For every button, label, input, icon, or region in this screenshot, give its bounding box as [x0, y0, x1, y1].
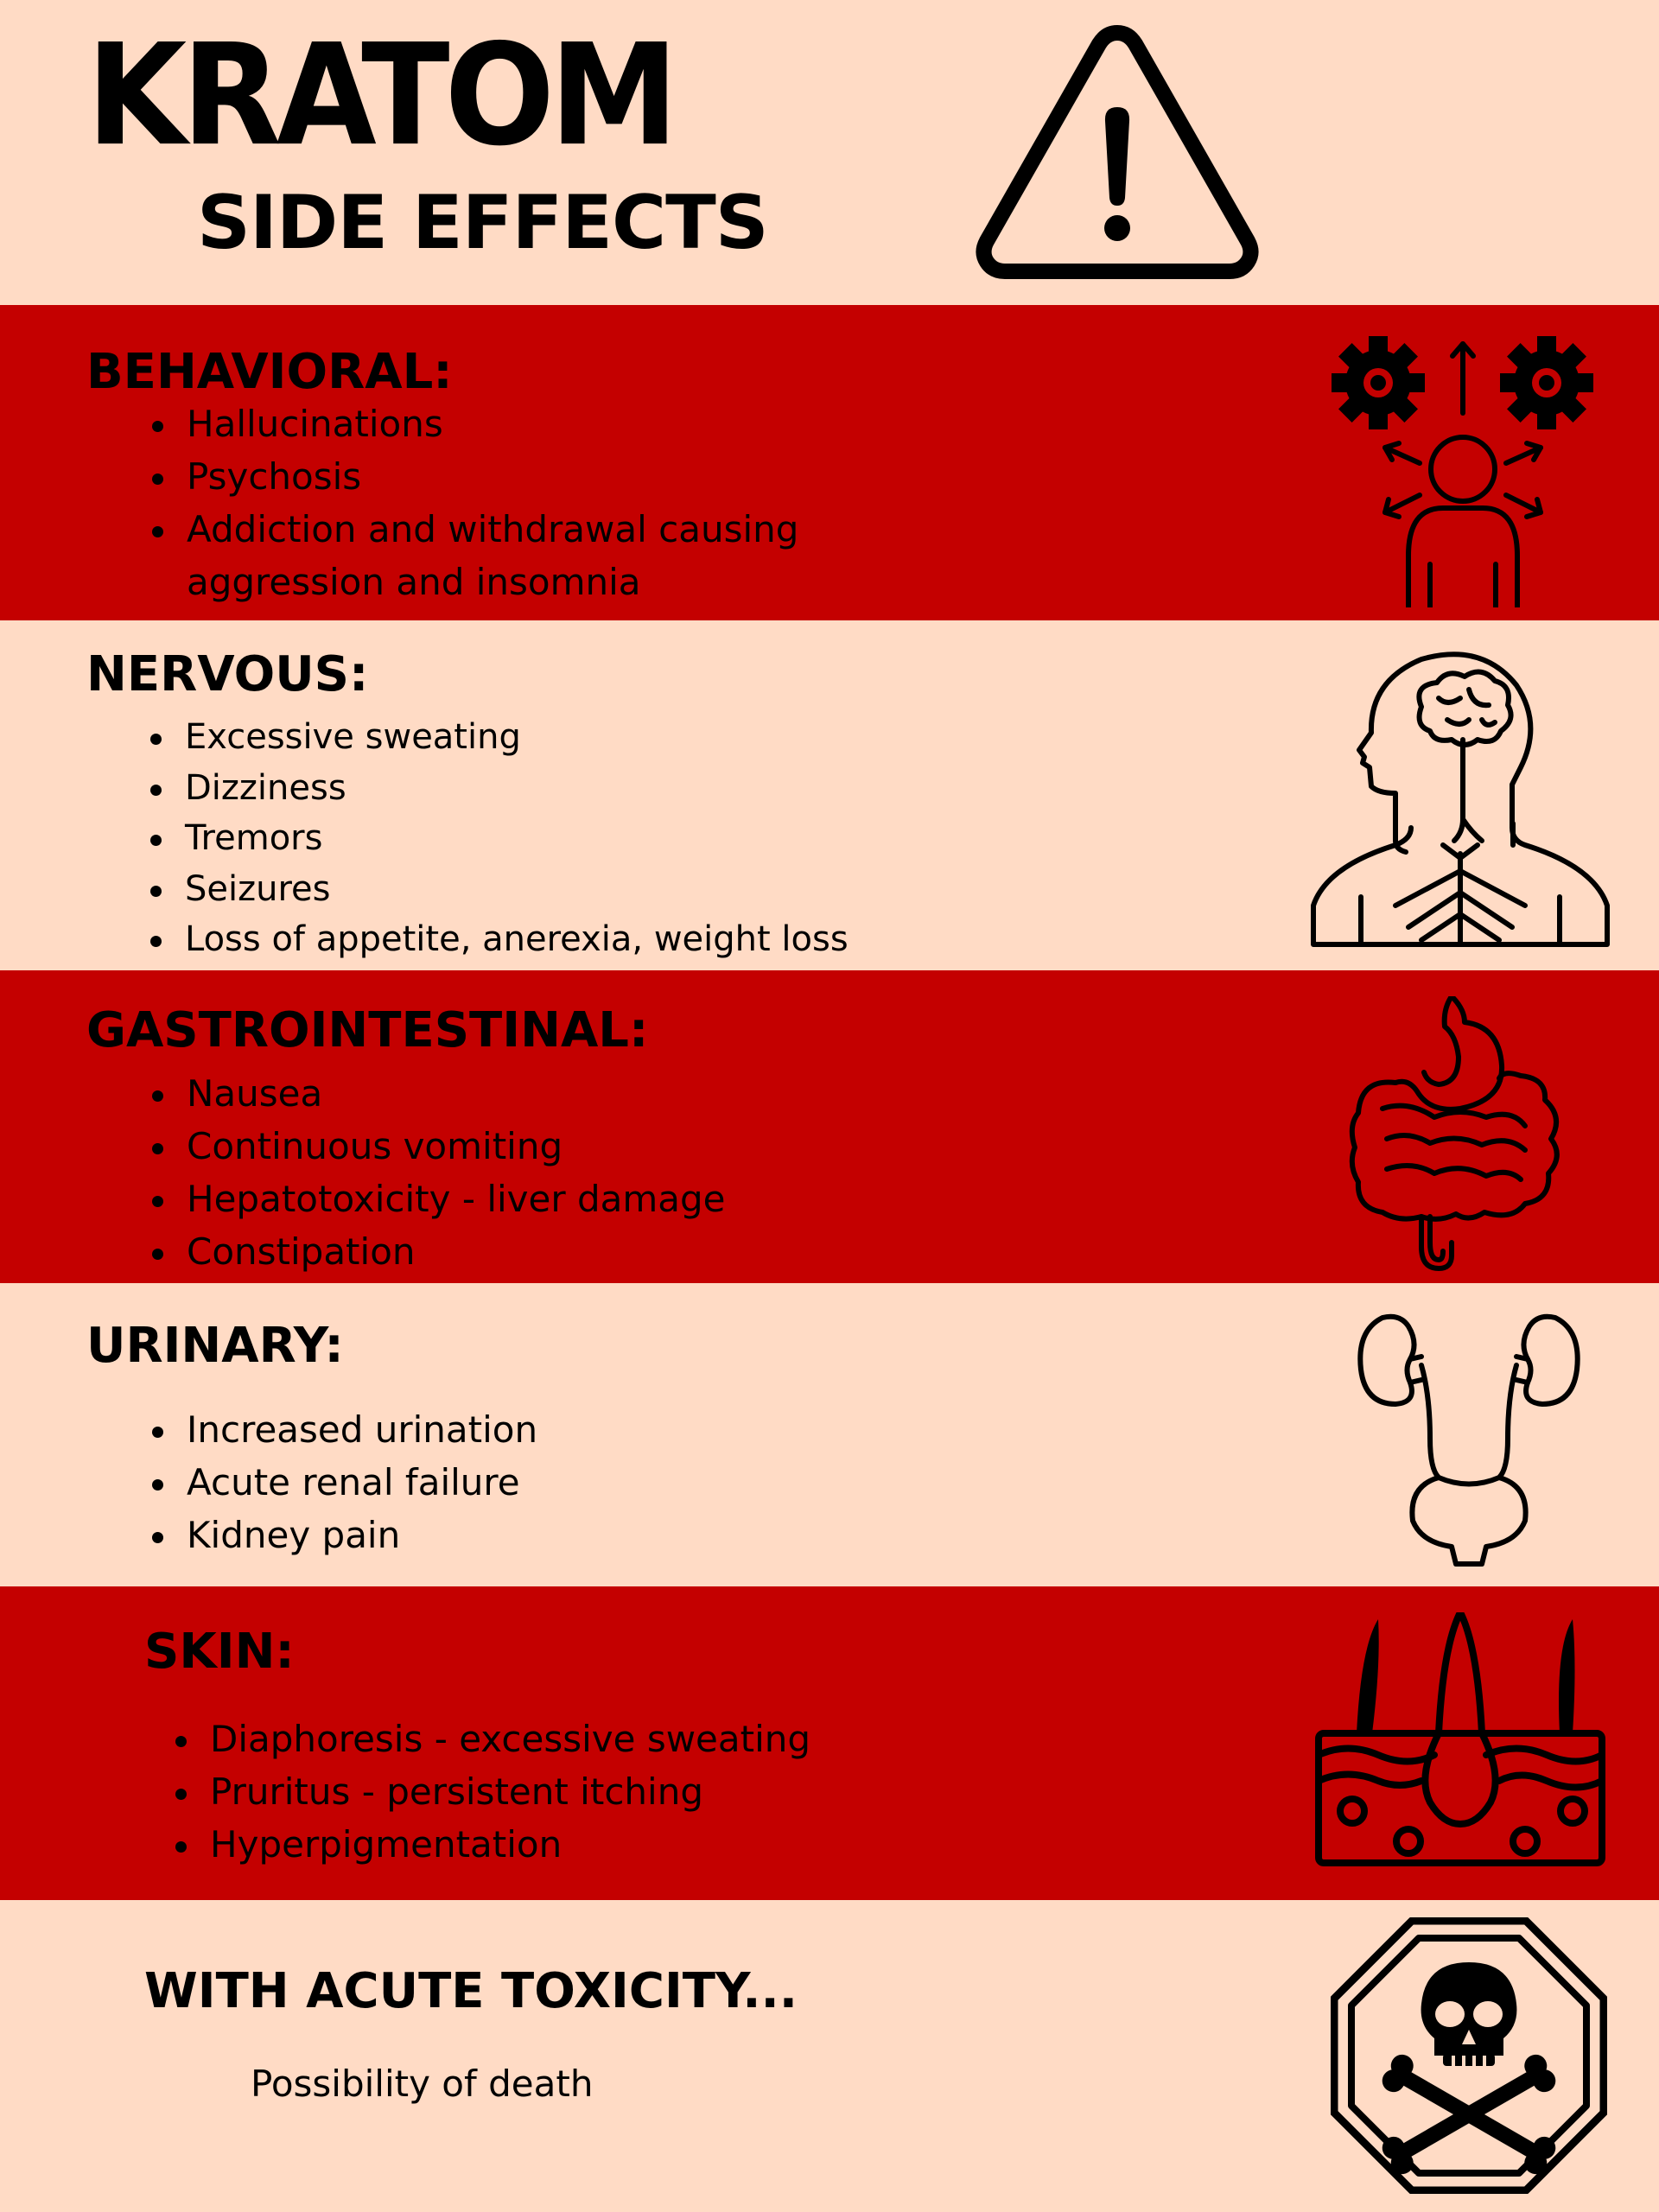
list-item: Increased urination [149, 1403, 969, 1456]
list-item: Acute renal failure [149, 1456, 969, 1509]
section-title: SKIN: [144, 1624, 295, 1680]
list-item: Psychosis [149, 450, 926, 503]
section-title: URINARY: [86, 1318, 344, 1374]
list-item: Tremors [147, 813, 968, 864]
section-title: BEHAVIORAL: [86, 344, 453, 400]
list-item: Hallucinations [149, 397, 926, 450]
list-item: Hyperpigmentation [172, 1818, 993, 1871]
list-item: Loss of appetite, anerexia, weight loss [147, 914, 968, 965]
section-skin [0, 1586, 1659, 1900]
warning-triangle-icon [975, 21, 1260, 280]
page-title: KRATOM [86, 15, 674, 177]
list-item: Excessive sweating [147, 712, 968, 763]
section-behavioral [0, 305, 1659, 620]
section-urinary [0, 1283, 1659, 1586]
list-item: Continuous vomiting [149, 1120, 969, 1173]
section-gastrointestinal [0, 970, 1659, 1283]
item-list [149, 397, 926, 608]
list-item: Nausea [149, 1067, 969, 1120]
section-acute-toxicity [0, 1900, 1659, 2212]
item-list [149, 1067, 969, 1278]
list-item: Pruritus - persistent itching [172, 1765, 993, 1818]
list-item: Diaphoresis - excessive sweating [172, 1713, 993, 1765]
page-subtitle: SIDE EFFECTS [197, 180, 768, 266]
header [0, 0, 1659, 305]
toxicity-title: WITH ACUTE TOXICITY... [144, 1963, 798, 2019]
section-title: GASTROINTESTINAL: [86, 1002, 649, 1058]
item-list [147, 712, 968, 965]
digestive-system-icon [1348, 996, 1573, 1273]
person-gears-icon [1326, 327, 1603, 607]
skull-crossbones-octagon-icon [1331, 1917, 1607, 2194]
kidneys-bladder-icon [1357, 1309, 1581, 1568]
section-title: NERVOUS: [86, 646, 369, 702]
list-item: Kidney pain [149, 1509, 969, 1561]
item-list [149, 1403, 969, 1561]
head-brain-nerves-icon [1309, 646, 1611, 949]
skin-hair-follicle-icon [1313, 1612, 1607, 1872]
list-item: Dizziness [147, 763, 968, 814]
list-item: Constipation [149, 1225, 969, 1278]
list-item: Addiction and withdrawal causing aggression and insomnia [149, 503, 926, 608]
section-nervous [0, 620, 1659, 970]
list-item: Hepatotoxicity - liver damage [149, 1173, 969, 1225]
list-item: Seizures [147, 864, 968, 915]
toxicity-note: Possibility of death [251, 2063, 594, 2105]
item-list [172, 1713, 993, 1871]
